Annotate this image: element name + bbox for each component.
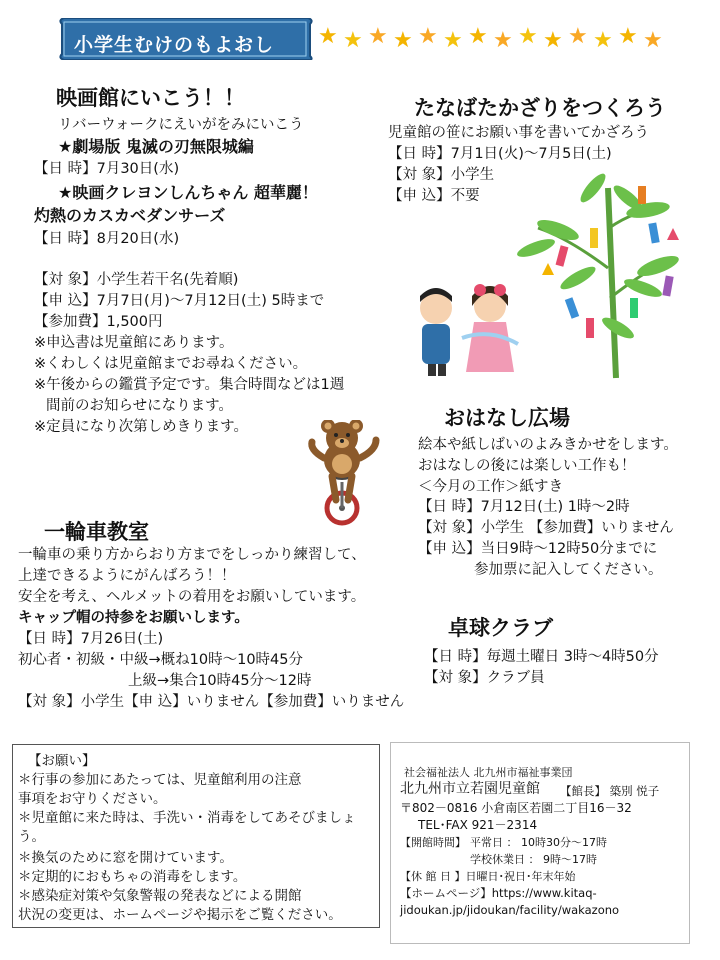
request-line: ＊定期的におもちゃの消毒をします。 <box>18 869 247 885</box>
story-line: おはなしの後には楽しい工作も！ <box>418 458 636 474</box>
tanabata-line: 【日 時】7月1日(火)～7月5日(土) <box>388 146 612 162</box>
movie-line: ※午後からの鑑賞予定です。集合時間などは1週 <box>34 377 345 393</box>
info-tel: TEL･FAX 921－2314 <box>418 818 538 832</box>
star-icon: ★ <box>568 24 588 49</box>
movie-line: ★劇場版 鬼滅の刃無限城編 <box>58 137 254 156</box>
info-director: 【館長】 築別 悦子 <box>560 784 660 798</box>
unicycle-title: 一輪車教室 <box>44 520 149 544</box>
movie-line: 【申 込】7月7日(月)～7月12日(土) 5時まで <box>34 293 325 309</box>
bear-unicycle-illustration <box>302 420 388 526</box>
star-icon: ★ <box>318 24 338 49</box>
story-line: ＜今月の工作＞紙すき <box>418 479 563 495</box>
star-icon: ★ <box>593 28 613 53</box>
tanabata-line: 【申 込】不要 <box>388 188 480 204</box>
movie-line: リバーウォークにえいがをみにいこう <box>58 117 304 133</box>
info-homepage[interactable]: 【ホームページ】https://www.kitaq- <box>400 886 597 900</box>
star-icon: ★ <box>393 28 413 53</box>
story-line: 参加票に記入してください。 <box>474 562 663 578</box>
story-title: おはなし広場 <box>444 406 570 430</box>
unicycle-line: 一輪車の乗り方からおり方までをしっかり練習して、 <box>18 547 366 563</box>
info-address: 〒802－0816 小倉南区若園二丁目16－32 <box>400 801 632 815</box>
request-line: ＊児童館に来た時は、手洗い・消毒をしてあそびましょ <box>18 810 356 826</box>
request-line: 【お願い】 <box>28 753 96 769</box>
request-line: 状況の変更は、ホームページや掲示をご覧ください。 <box>18 907 342 923</box>
unicycle-line: キャップ帽の持参をお願いします。 <box>18 610 249 626</box>
movie-line: 灼熱のカスカベダンサーズ <box>34 206 226 225</box>
star-icon: ★ <box>468 24 488 49</box>
movie-line: 【参加費】1,500円 <box>34 314 163 330</box>
movie-line: ※くわしくは児童館までお尋ねください。 <box>34 356 308 372</box>
movie-line: ※定員になり次第しめきります。 <box>34 419 248 435</box>
tanabata-title: たなばたかざりをつくろう <box>414 96 666 120</box>
unicycle-line: 上達できるようにがんばろう！！ <box>18 568 236 584</box>
star-icon: ★ <box>443 28 463 53</box>
info-name: 北九州市立若園児童館 <box>400 781 540 797</box>
banner-title: 小学生むけのもよおし <box>74 34 275 56</box>
star-icon: ★ <box>418 24 438 49</box>
star-icon: ★ <box>493 28 513 53</box>
story-line: 絵本や紙しばいのよみきかせをします。 <box>418 437 678 453</box>
tanabata-line: 児童館の笹にお願い事を書いてかざろう <box>388 125 649 141</box>
star-icon: ★ <box>518 24 538 49</box>
story-line: 【日 時】7月12日(土) 1時～2時 <box>418 499 630 515</box>
story-line: 【対 象】小学生 【参加費】いりません <box>418 520 674 536</box>
info-hours: 学校休業日 ： 9時～17時 <box>470 853 597 866</box>
tanabata-line: 【対 象】小学生 <box>388 167 495 183</box>
unicycle-line: 【対 象】小学生【申 込】いりません【参加費】いりません <box>18 694 405 710</box>
request-line: ＊換気のために窓を開けています。 <box>18 850 233 866</box>
movie-line: 間前のお知らせになります。 <box>46 398 233 414</box>
info-closed: 【休 館 日 】日曜日･祝日･年末年始 <box>400 870 576 883</box>
star-icon: ★ <box>543 28 563 53</box>
movie-title: 映画館にいこう！！ <box>56 86 245 110</box>
info-hours: 平常日 ： 10時30分～17時 <box>470 836 607 849</box>
movie-line: ★映画クレヨンしんちゃん 超華麗！ <box>58 183 318 202</box>
movie-line: 【日 時】7月30日(水) <box>34 161 180 177</box>
info-org: 社会福祉法人 北九州市福祉事業団 <box>404 766 573 779</box>
unicycle-line: 上級→集合10時45分～12時 <box>128 673 312 689</box>
request-line: ＊行事の参加にあたっては、児童館利用の注意 <box>18 772 302 788</box>
unicycle-line: 安全を考え、ヘルメットの着用をお願いしています。 <box>18 589 366 605</box>
request-line: う。 <box>18 829 45 845</box>
movie-line: ※申込書は児童館にあります。 <box>34 335 234 351</box>
hikoboshi-figure <box>420 288 452 376</box>
unicycle-line: 初心者・初級・中級→概ね10時～10時45分 <box>18 652 304 668</box>
star-icon: ★ <box>618 24 638 49</box>
info-homepage[interactable]: jidoukan.jp/jidoukan/facility/wakazono <box>400 903 620 917</box>
request-line: 事項をお守りください。 <box>18 791 167 807</box>
pingpong-line: 【日 時】毎週土曜日 3時～4時50分 <box>424 649 659 665</box>
pingpong-line: 【対 象】クラブ員 <box>424 670 545 686</box>
pingpong-title: 卓球クラブ <box>448 616 553 640</box>
star-icon: ★ <box>343 28 363 53</box>
movie-line: 【対 象】小学生若干名(先着順) <box>34 272 239 288</box>
star-icon: ★ <box>368 24 388 49</box>
story-line: 【申 込】当日9時～12時50分までに <box>418 541 658 557</box>
tanabata-illustration <box>418 168 688 380</box>
info-hours-label: 【開館時間】 <box>400 836 466 849</box>
request-line: ＊感染症対策や気象警報の発表などによる開館 <box>18 888 302 904</box>
movie-line: 【日 時】8月20日(水) <box>34 231 180 247</box>
orihime-figure <box>462 284 518 372</box>
star-icon: ★ <box>643 28 663 53</box>
unicycle-line: 【日 時】7月26日(土) <box>18 631 164 647</box>
